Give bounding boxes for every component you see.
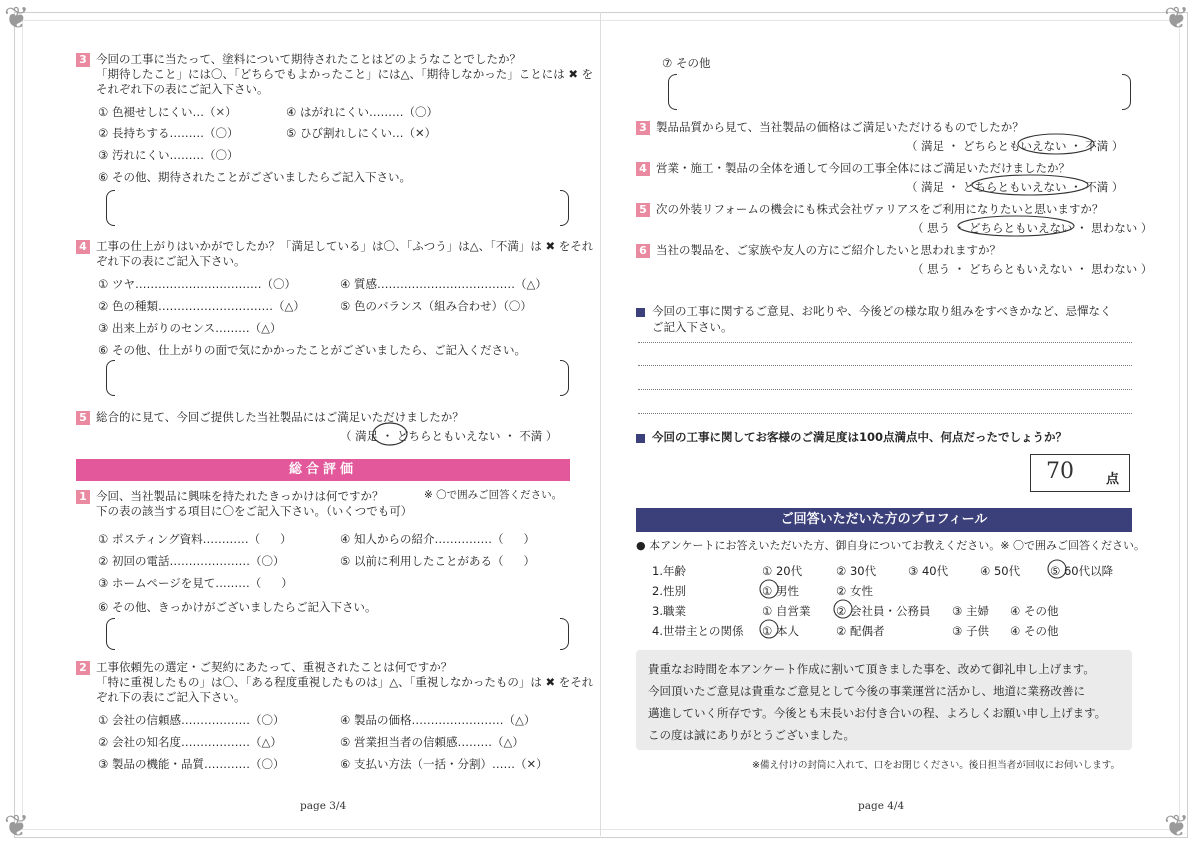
- answer-bracket: [560, 360, 569, 396]
- question-text: ご記入下さい。: [652, 320, 733, 334]
- answer-options: （ 思う ・ どちらともいえない ・ 思わない ）: [912, 262, 1153, 276]
- profile-option[interactable]: ③ 主婦: [952, 604, 989, 618]
- check-item: ⑤ ひび割れしにくい…（✕）: [286, 126, 437, 140]
- question-text: 当社の製品を、ご家族や友人の方にご紹介したいと思われますか？: [656, 243, 1001, 257]
- profile-option[interactable]: ③ 40代: [908, 564, 949, 578]
- check-item: ③ 汚れにくい………（〇）: [98, 148, 239, 162]
- answer-bracket: [1122, 74, 1131, 110]
- corner-ornament-icon: ❦: [1164, 1, 1190, 36]
- answer-bracket: [668, 74, 677, 110]
- thanks-line: 貴重なお時間を本アンケート作成に割いて頂きました事を、改めて御礼申し上げます。: [648, 662, 1095, 676]
- profile-option[interactable]: ④ その他: [1010, 624, 1059, 638]
- section-title: 総合評価: [76, 459, 570, 481]
- profile-option[interactable]: ① 20代: [762, 564, 803, 578]
- score-value: 70: [1046, 459, 1074, 484]
- other-prompt: ⑦ その他: [662, 56, 711, 70]
- check-item: ① ポスティング資料…………（ ）: [98, 532, 292, 546]
- question-number: 5: [636, 203, 650, 217]
- check-item: ③ ホームページを見て………（ ）: [98, 576, 293, 590]
- check-item: ⑥ 支払い方法（一括・分割）……（✕）: [340, 757, 548, 771]
- profile-option[interactable]: ① 本人: [762, 624, 799, 638]
- question-number: 4: [76, 240, 90, 254]
- free-text-area[interactable]: [118, 360, 556, 394]
- question-text: 次の外装リフォームの機会にも株式会社ヴァリアスをご利用になりたいと思いますか？: [656, 202, 1104, 216]
- write-line[interactable]: [638, 389, 1132, 390]
- write-line[interactable]: [638, 342, 1132, 343]
- profile-option[interactable]: ① 自営業: [762, 604, 811, 618]
- question-text: 工事の仕上がりはいかがでしたか？「満足している」は〇、「ふつう」は△、「不満」は ✖ をそれ: [96, 239, 594, 253]
- answer-options: （ 満足 ・ どちらともいえない ・ 不満 ）: [906, 139, 1124, 153]
- question-number: 2: [76, 661, 90, 675]
- question-text: 今回の工事に関するご意見、お叱りや、今後どの様な取り組みをすべきかなど、忌憚なく: [652, 304, 1112, 318]
- check-item: ⑤ 以前に利用したことがある（ ）: [340, 554, 535, 568]
- circle-mark-icon: [970, 172, 1090, 198]
- check-item: ① 色褪せしにくい…（✕）: [98, 105, 237, 119]
- check-item: ② 初回の電話…………………（〇）: [98, 554, 285, 568]
- answer-options: （ 思う ・ どちらともいえない ・ 思わない ）: [912, 221, 1153, 235]
- bullet-square-icon: [636, 434, 645, 443]
- question-number: 5: [76, 411, 90, 425]
- page-number: page 3/4: [300, 800, 347, 812]
- circle-mark-icon: [758, 618, 780, 640]
- profile-option[interactable]: ② 配偶者: [836, 624, 885, 638]
- corner-ornament-icon: ❦: [4, 809, 30, 844]
- check-item: ⑤ 色のバランス（組み合わせ）（〇）: [340, 299, 532, 313]
- question-text: 営業・施工・製品の全体を通して今回の工事全体にはご満足いただけましたか？: [656, 161, 1070, 175]
- question-text: 下の表の該当する項目に〇をご記入下さい。（いくつでも可）: [96, 504, 413, 518]
- free-text-area[interactable]: [680, 74, 1118, 108]
- check-item: ③ 出来上がりのセンス………（△）: [98, 321, 282, 335]
- question-text: 今回の工事に関してお客様のご満足度は100点満点中、何点だったでしょうか？: [652, 430, 1068, 444]
- free-text-area[interactable]: [118, 190, 556, 224]
- circle-mark-icon: [832, 598, 854, 620]
- profile-option[interactable]: ⑤ 60代以降: [1050, 564, 1114, 578]
- profile-row-label: 3.職業: [652, 604, 686, 618]
- page-divider: [600, 12, 601, 836]
- thanks-line: 邁進していく所存です。今後とも末長いお付き合いの程、よろしくお願い申し上げます。: [648, 706, 1107, 720]
- circle-mark-icon: [956, 213, 1076, 239]
- other-prompt: ⑥ その他、仕上がりの面で気にかかったことがございましたら、ご記入ください。: [98, 343, 526, 357]
- answer-bracket: [560, 618, 569, 650]
- page-number: page 4/4: [858, 800, 905, 812]
- profile-row-label: 4.世帯主との関係: [652, 624, 744, 638]
- corner-ornament-icon: ❦: [1164, 809, 1190, 844]
- check-item: ④ 知人からの紹介……………（ ）: [340, 532, 535, 546]
- answer-note: ※ 〇で囲みご回答ください。: [424, 489, 563, 501]
- question-number: 4: [636, 162, 650, 176]
- question-number: 1: [76, 490, 90, 504]
- question-number: 6: [636, 244, 650, 258]
- score-unit: 点: [1106, 472, 1120, 487]
- profile-intro: ● 本アンケートにお答えいただいた方、御自身についてお教えください。※ 〇で囲みご回答ください。: [636, 539, 1145, 552]
- check-item: ③ 製品の機能・品質…………（〇）: [98, 757, 285, 771]
- corner-ornament-icon: ❦: [4, 1, 30, 36]
- profile-row-label: 2.性別: [652, 584, 686, 598]
- question-text: 製品品質から見て、当社製品の価格はご満足いただけるものでしたか？: [656, 120, 1024, 134]
- answer-bracket: [106, 618, 115, 650]
- circle-mark-icon: [1046, 558, 1068, 580]
- profile-option[interactable]: ② 女性: [836, 584, 873, 598]
- check-item: ② 色の種類…………………………（△）: [98, 299, 305, 313]
- question-text: 今回の工事に当たって、塗料について期待されたことはどのようなことでしたか？: [96, 52, 522, 66]
- question-text: 今回、当社製品に興味を持たれたきっかけは何ですか？: [96, 489, 384, 503]
- check-item: ① 会社の信頼感………………（〇）: [98, 713, 285, 727]
- profile-row-label: 1.年齢: [652, 564, 686, 578]
- profile-option[interactable]: ② 30代: [836, 564, 877, 578]
- question-text: 総合的に見て、今回ご提供した当社製品にはご満足いただけましたか？: [96, 410, 464, 424]
- profile-option[interactable]: ① 男性: [762, 584, 799, 598]
- answer-bracket: [560, 190, 569, 226]
- check-item: ④ はがれにくい………（〇）: [286, 105, 438, 119]
- question-number: 3: [636, 121, 650, 135]
- profile-option[interactable]: ③ 子供: [952, 624, 989, 638]
- answer-bracket: [106, 190, 115, 226]
- write-line[interactable]: [638, 413, 1132, 414]
- question-text: ぞれ下の表にご記入下さい。: [96, 254, 246, 268]
- check-item: ④ 製品の価格……………………（△）: [340, 713, 536, 727]
- free-text-area[interactable]: [118, 618, 556, 648]
- profile-option[interactable]: ④ 50代: [980, 564, 1021, 578]
- profile-title: ご回答いただいた方のプロフィール: [636, 508, 1132, 532]
- check-item: ⑤ 営業担当者の信頼感………（△）: [340, 735, 524, 749]
- answer-options: （ 満足 ・ どちらともいえない ・ 不満 ）: [906, 180, 1124, 194]
- check-item: ① ツヤ……………………………（〇）: [98, 277, 296, 291]
- write-line[interactable]: [638, 365, 1132, 366]
- footnote: ※備え付けの封筒に入れて、口をお閉じください。後日担当者が回収にお伺いします。: [752, 760, 1121, 771]
- answer-bracket: [106, 360, 115, 396]
- thanks-box: [636, 650, 1132, 750]
- bullet-square-icon: [636, 308, 645, 317]
- question-number: 3: [76, 53, 90, 67]
- question-text: 「特に重視したもの」は〇、「ある程度重視したものは」△、「重視しなかったもの」は ✖ をそれ: [96, 675, 594, 689]
- profile-option[interactable]: ② 会社員・公務員: [836, 604, 931, 618]
- question-text: 工事依頼先の選定・ご契約にあたって、重視されたことは何ですか？: [96, 660, 453, 674]
- profile-option[interactable]: ④ その他: [1010, 604, 1059, 618]
- question-text: 「期待したこと」には〇、「どちらでもよかったこと」には△、「期待しなかった」ことには ✖ を: [96, 67, 594, 81]
- thanks-line: 今回頂いたご意見は貴重なご意見として今後の事業運営に活かし、地道に業務改善に: [648, 684, 1085, 698]
- circle-mark-icon: [1016, 131, 1096, 157]
- check-item: ② 会社の知名度………………（△）: [98, 735, 282, 749]
- check-item: ② 長持ちする………（〇）: [98, 126, 239, 140]
- thanks-line: この度は誠にありがとうございました。: [648, 728, 855, 742]
- question-text: ぞれ下の表にご記入下さい。: [96, 690, 246, 704]
- answer-options: （ 満足 ・ どちらともいえない ・ 不満 ）: [340, 429, 558, 443]
- circle-mark-icon: [370, 420, 410, 448]
- other-prompt: ⑥ その他、きっかけがございましたらご記入下さい。: [98, 600, 377, 614]
- circle-mark-icon: [758, 578, 780, 600]
- question-text: それぞれ下の表にご記入下さい。: [96, 82, 269, 96]
- check-item: ④ 質感………………………………（△）: [340, 277, 547, 291]
- other-prompt: ⑥ その他、期待されたことがございましたらご記入下さい。: [98, 170, 411, 184]
